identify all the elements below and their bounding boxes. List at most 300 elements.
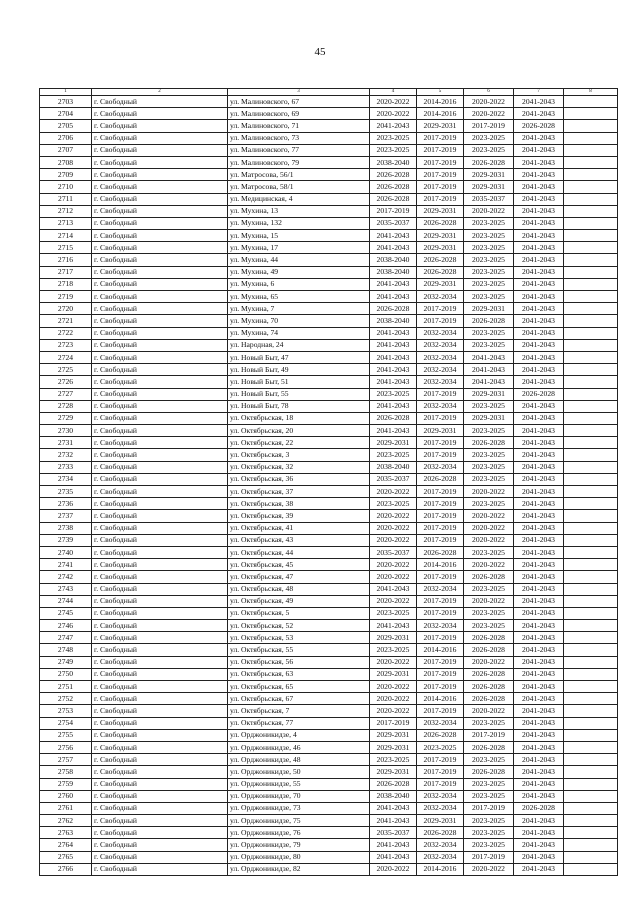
- note-cell: [564, 412, 618, 424]
- table-row: [40, 693, 618, 705]
- address-cell: ул. Октябрьская, 67: [228, 693, 370, 705]
- city-cell: г. Свободный: [92, 693, 228, 705]
- city-cell: г. Свободный: [92, 108, 228, 120]
- period-cell: 2023-2025: [464, 449, 514, 461]
- address-cell: ул. Октябрьская, 48: [228, 583, 370, 595]
- period-cell: 2023-2025: [464, 217, 514, 229]
- city-cell: г. Свободный: [92, 217, 228, 229]
- address-cell: ул. Орджоникидзе, 50: [228, 766, 370, 778]
- period-cell: 2026-2028: [417, 546, 464, 558]
- period-cell: 2029-2031: [464, 412, 514, 424]
- period-cell: 2020-2022: [464, 705, 514, 717]
- table-body: [40, 96, 618, 876]
- period-cell: 2017-2019: [417, 449, 464, 461]
- column-number-header: 1: [40, 89, 92, 96]
- city-cell: г. Свободный: [92, 315, 228, 327]
- note-cell: [564, 766, 618, 778]
- address-cell: ул. Матросова, 56/1: [228, 169, 370, 181]
- city-cell: г. Свободный: [92, 607, 228, 619]
- row-number-cell: 2733: [40, 461, 92, 473]
- period-cell: 2023-2025: [464, 461, 514, 473]
- table-row: [40, 412, 618, 424]
- address-cell: ул. Орджоникидзе, 4: [228, 729, 370, 741]
- period-cell: 2017-2019: [417, 144, 464, 156]
- period-cell: 2023-2025: [464, 754, 514, 766]
- table-row: [40, 790, 618, 802]
- period-cell: 2023-2025: [464, 498, 514, 510]
- period-cell: 2023-2025: [370, 132, 417, 144]
- period-cell: 2026-2028: [464, 644, 514, 656]
- period-cell: 2023-2025: [464, 778, 514, 790]
- period-cell: 2035-2037: [370, 827, 417, 839]
- period-cell: 2041-2043: [370, 815, 417, 827]
- table-row: [40, 376, 618, 388]
- row-number-cell: 2753: [40, 705, 92, 717]
- period-cell: 2014-2016: [417, 96, 464, 108]
- period-cell: 2023-2025: [370, 498, 417, 510]
- period-cell: 2014-2016: [417, 108, 464, 120]
- note-cell: [564, 595, 618, 607]
- city-cell: г. Свободный: [92, 303, 228, 315]
- note-cell: [564, 510, 618, 522]
- period-cell: 2020-2022: [370, 656, 417, 668]
- period-cell: 2026-2028: [417, 266, 464, 278]
- period-cell: 2041-2043: [514, 766, 564, 778]
- city-cell: г. Свободный: [92, 583, 228, 595]
- row-number-cell: 2751: [40, 681, 92, 693]
- city-cell: г. Свободный: [92, 705, 228, 717]
- table-row: [40, 802, 618, 814]
- city-cell: г. Свободный: [92, 778, 228, 790]
- city-cell: г. Свободный: [92, 571, 228, 583]
- period-cell: 2041-2043: [464, 376, 514, 388]
- note-cell: [564, 583, 618, 595]
- period-cell: 2023-2025: [464, 339, 514, 351]
- period-cell: 2041-2043: [514, 815, 564, 827]
- address-cell: ул. Орджоникидзе, 48: [228, 754, 370, 766]
- table-row: [40, 327, 618, 339]
- table-row: [40, 486, 618, 498]
- note-cell: [564, 815, 618, 827]
- note-cell: [564, 656, 618, 668]
- period-cell: 2041-2043: [514, 583, 564, 595]
- table-row: [40, 364, 618, 376]
- period-cell: 2017-2019: [417, 437, 464, 449]
- period-cell: 2020-2022: [464, 96, 514, 108]
- period-cell: 2041-2043: [514, 242, 564, 254]
- address-cell: ул. Октябрьская, 3: [228, 449, 370, 461]
- column-number-header: 2: [92, 89, 228, 96]
- period-cell: 2017-2019: [417, 412, 464, 424]
- period-cell: 2041-2043: [514, 449, 564, 461]
- city-cell: г. Свободный: [92, 815, 228, 827]
- period-cell: 2032-2034: [417, 327, 464, 339]
- period-cell: 2020-2022: [464, 656, 514, 668]
- note-cell: [564, 486, 618, 498]
- city-cell: г. Свободный: [92, 156, 228, 168]
- row-number-cell: 2732: [40, 449, 92, 461]
- row-number-cell: 2725: [40, 364, 92, 376]
- period-cell: 2041-2043: [370, 327, 417, 339]
- table-row: [40, 498, 618, 510]
- address-cell: ул. Октябрьская, 37: [228, 486, 370, 498]
- table-row: [40, 620, 618, 632]
- period-cell: 2026-2028: [514, 388, 564, 400]
- note-cell: [564, 546, 618, 558]
- period-cell: 2020-2022: [370, 571, 417, 583]
- address-cell: ул. Октябрьская, 7: [228, 705, 370, 717]
- city-cell: г. Свободный: [92, 839, 228, 851]
- period-cell: 2023-2025: [464, 254, 514, 266]
- period-cell: 2041-2043: [370, 278, 417, 290]
- note-cell: [564, 863, 618, 875]
- period-cell: 2017-2019: [417, 632, 464, 644]
- period-cell: 2041-2043: [514, 230, 564, 242]
- period-cell: 2041-2043: [370, 230, 417, 242]
- period-cell: 2023-2025: [464, 266, 514, 278]
- period-cell: 2041-2043: [514, 681, 564, 693]
- table-row: [40, 741, 618, 753]
- row-number-cell: 2742: [40, 571, 92, 583]
- address-cell: ул. Октябрьская, 65: [228, 681, 370, 693]
- note-cell: [564, 449, 618, 461]
- column-number-header: 4: [370, 89, 417, 96]
- period-cell: 2017-2019: [417, 486, 464, 498]
- column-number-row: [40, 89, 618, 96]
- period-cell: 2023-2025: [464, 473, 514, 485]
- row-number-cell: 2722: [40, 327, 92, 339]
- period-cell: 2026-2028: [370, 181, 417, 193]
- address-cell: ул. Октябрьская, 22: [228, 437, 370, 449]
- period-cell: 2017-2019: [417, 681, 464, 693]
- city-cell: г. Свободный: [92, 205, 228, 217]
- address-cell: ул. Орджоникидзе, 75: [228, 815, 370, 827]
- row-number-cell: 2712: [40, 205, 92, 217]
- note-cell: [564, 571, 618, 583]
- table-row: [40, 607, 618, 619]
- period-cell: 2017-2019: [417, 668, 464, 680]
- row-number-cell: 2706: [40, 132, 92, 144]
- row-number-cell: 2714: [40, 230, 92, 242]
- table-row: [40, 437, 618, 449]
- city-cell: г. Свободный: [92, 230, 228, 242]
- city-cell: г. Свободный: [92, 425, 228, 437]
- row-number-cell: 2763: [40, 827, 92, 839]
- period-cell: 2017-2019: [417, 303, 464, 315]
- period-cell: 2035-2037: [370, 217, 417, 229]
- city-cell: г. Свободный: [92, 339, 228, 351]
- note-cell: [564, 205, 618, 217]
- note-cell: [564, 425, 618, 437]
- note-cell: [564, 498, 618, 510]
- period-cell: 2023-2025: [464, 839, 514, 851]
- table-row: [40, 315, 618, 327]
- period-cell: 2026-2028: [370, 303, 417, 315]
- row-number-cell: 2718: [40, 278, 92, 290]
- period-cell: 2041-2043: [514, 778, 564, 790]
- city-cell: г. Свободный: [92, 632, 228, 644]
- period-cell: 2023-2025: [464, 242, 514, 254]
- period-cell: 2026-2028: [464, 437, 514, 449]
- row-number-cell: 2756: [40, 741, 92, 753]
- row-number-cell: 2729: [40, 412, 92, 424]
- period-cell: 2038-2040: [370, 254, 417, 266]
- address-cell: ул. Октябрьская, 52: [228, 620, 370, 632]
- city-cell: г. Свободный: [92, 400, 228, 412]
- period-cell: 2041-2043: [514, 303, 564, 315]
- period-cell: 2017-2019: [417, 766, 464, 778]
- note-cell: [564, 522, 618, 534]
- row-number-cell: 2741: [40, 559, 92, 571]
- row-number-cell: 2713: [40, 217, 92, 229]
- period-cell: 2014-2016: [417, 559, 464, 571]
- table-row: [40, 656, 618, 668]
- address-cell: ул. Новый Быт, 47: [228, 351, 370, 363]
- row-number-cell: 2711: [40, 193, 92, 205]
- row-number-cell: 2708: [40, 156, 92, 168]
- address-cell: ул. Октябрьская, 43: [228, 534, 370, 546]
- address-cell: ул. Орджоникидзе, 79: [228, 839, 370, 851]
- period-cell: 2041-2043: [514, 169, 564, 181]
- address-cell: ул. Орджоникидзе, 76: [228, 827, 370, 839]
- table-row: [40, 583, 618, 595]
- period-cell: 2029-2031: [370, 729, 417, 741]
- period-cell: 2020-2022: [370, 534, 417, 546]
- period-cell: 2023-2025: [370, 644, 417, 656]
- address-cell: ул. Мухина, 49: [228, 266, 370, 278]
- note-cell: [564, 315, 618, 327]
- period-cell: 2020-2022: [370, 559, 417, 571]
- address-cell: ул. Октябрьская, 49: [228, 595, 370, 607]
- note-cell: [564, 364, 618, 376]
- city-cell: г. Свободный: [92, 620, 228, 632]
- period-cell: 2041-2043: [370, 425, 417, 437]
- address-cell: ул. Мухина, 44: [228, 254, 370, 266]
- note-cell: [564, 303, 618, 315]
- period-cell: 2026-2028: [417, 254, 464, 266]
- period-cell: 2035-2037: [464, 193, 514, 205]
- note-cell: [564, 254, 618, 266]
- period-cell: 2032-2034: [417, 291, 464, 303]
- period-cell: 2026-2028: [417, 827, 464, 839]
- period-cell: 2029-2031: [464, 303, 514, 315]
- period-cell: 2017-2019: [417, 498, 464, 510]
- period-cell: 2032-2034: [417, 461, 464, 473]
- note-cell: [564, 607, 618, 619]
- row-number-cell: 2757: [40, 754, 92, 766]
- row-number-cell: 2710: [40, 181, 92, 193]
- row-number-cell: 2748: [40, 644, 92, 656]
- period-cell: 2017-2019: [417, 607, 464, 619]
- note-cell: [564, 851, 618, 863]
- table-row: [40, 291, 618, 303]
- note-cell: [564, 461, 618, 473]
- table-row: [40, 193, 618, 205]
- city-cell: г. Свободный: [92, 351, 228, 363]
- city-cell: г. Свободный: [92, 754, 228, 766]
- row-number-cell: 2734: [40, 473, 92, 485]
- row-number-cell: 2730: [40, 425, 92, 437]
- row-number-cell: 2747: [40, 632, 92, 644]
- table-row: [40, 339, 618, 351]
- address-cell: ул. Мухина, 17: [228, 242, 370, 254]
- city-cell: г. Свободный: [92, 546, 228, 558]
- row-number-cell: 2752: [40, 693, 92, 705]
- address-cell: ул. Мухина, 74: [228, 327, 370, 339]
- period-cell: 2041-2043: [514, 364, 564, 376]
- table-row: [40, 705, 618, 717]
- period-cell: 2029-2031: [370, 766, 417, 778]
- city-cell: г. Свободный: [92, 278, 228, 290]
- city-cell: г. Свободный: [92, 242, 228, 254]
- period-cell: 2023-2025: [464, 291, 514, 303]
- period-cell: 2023-2025: [464, 425, 514, 437]
- period-cell: 2041-2043: [370, 364, 417, 376]
- note-cell: [564, 96, 618, 108]
- city-cell: г. Свободный: [92, 486, 228, 498]
- period-cell: 2026-2028: [370, 169, 417, 181]
- period-cell: 2017-2019: [417, 132, 464, 144]
- period-cell: 2038-2040: [370, 156, 417, 168]
- row-number-cell: 2724: [40, 351, 92, 363]
- city-cell: г. Свободный: [92, 656, 228, 668]
- period-cell: 2041-2043: [514, 607, 564, 619]
- period-cell: 2041-2043: [514, 156, 564, 168]
- period-cell: 2017-2019: [417, 522, 464, 534]
- period-cell: 2041-2043: [514, 863, 564, 875]
- period-cell: 2023-2025: [370, 449, 417, 461]
- period-cell: 2041-2043: [514, 851, 564, 863]
- period-cell: 2023-2025: [464, 400, 514, 412]
- period-cell: 2041-2043: [514, 790, 564, 802]
- city-cell: г. Свободный: [92, 291, 228, 303]
- period-cell: 2041-2043: [514, 412, 564, 424]
- note-cell: [564, 339, 618, 351]
- note-cell: [564, 705, 618, 717]
- period-cell: 2041-2043: [514, 693, 564, 705]
- row-number-cell: 2723: [40, 339, 92, 351]
- period-cell: 2041-2043: [514, 376, 564, 388]
- note-cell: [564, 668, 618, 680]
- period-cell: 2041-2043: [370, 400, 417, 412]
- note-cell: [564, 729, 618, 741]
- city-cell: г. Свободный: [92, 717, 228, 729]
- period-cell: 2020-2022: [464, 863, 514, 875]
- period-cell: 2020-2022: [370, 510, 417, 522]
- table-row: [40, 754, 618, 766]
- address-cell: ул. Октябрьская, 56: [228, 656, 370, 668]
- note-cell: [564, 156, 618, 168]
- address-cell: ул. Мухина, 132: [228, 217, 370, 229]
- table-row: [40, 766, 618, 778]
- period-cell: 2023-2025: [370, 607, 417, 619]
- period-cell: 2041-2043: [514, 132, 564, 144]
- row-number-cell: 2744: [40, 595, 92, 607]
- address-cell: ул. Орджоникидзе, 80: [228, 851, 370, 863]
- period-cell: 2041-2043: [514, 254, 564, 266]
- address-cell: ул. Октябрьская, 32: [228, 461, 370, 473]
- table-row: [40, 205, 618, 217]
- period-cell: 2041-2043: [514, 181, 564, 193]
- period-cell: 2017-2019: [464, 851, 514, 863]
- city-cell: г. Свободный: [92, 437, 228, 449]
- table-row: [40, 400, 618, 412]
- address-cell: ул. Октябрьская, 18: [228, 412, 370, 424]
- period-cell: 2032-2034: [417, 351, 464, 363]
- row-number-cell: 2739: [40, 534, 92, 546]
- period-cell: 2026-2028: [464, 693, 514, 705]
- table-row: [40, 473, 618, 485]
- period-cell: 2041-2043: [514, 266, 564, 278]
- period-cell: 2041-2043: [464, 351, 514, 363]
- row-number-cell: 2749: [40, 656, 92, 668]
- address-cell: ул. Матросова, 58/1: [228, 181, 370, 193]
- address-cell: ул. Октябрьская, 53: [228, 632, 370, 644]
- period-cell: 2017-2019: [464, 120, 514, 132]
- period-cell: 2023-2025: [464, 607, 514, 619]
- period-cell: 2041-2043: [514, 717, 564, 729]
- period-cell: 2041-2043: [514, 510, 564, 522]
- table-row: [40, 351, 618, 363]
- period-cell: 2017-2019: [417, 181, 464, 193]
- period-cell: 2041-2043: [514, 559, 564, 571]
- note-cell: [564, 790, 618, 802]
- column-number-header: 6: [464, 89, 514, 96]
- period-cell: 2017-2019: [417, 156, 464, 168]
- period-cell: 2029-2031: [417, 278, 464, 290]
- row-number-cell: 2762: [40, 815, 92, 827]
- address-cell: ул. Орджоникидзе, 82: [228, 863, 370, 875]
- period-cell: 2041-2043: [514, 339, 564, 351]
- row-number-cell: 2727: [40, 388, 92, 400]
- period-cell: 2041-2043: [514, 668, 564, 680]
- note-cell: [564, 217, 618, 229]
- period-cell: 2041-2043: [514, 315, 564, 327]
- note-cell: [564, 193, 618, 205]
- city-cell: г. Свободный: [92, 802, 228, 814]
- note-cell: [564, 534, 618, 546]
- period-cell: 2020-2022: [464, 205, 514, 217]
- city-cell: г. Свободный: [92, 510, 228, 522]
- period-cell: 2026-2028: [464, 156, 514, 168]
- table-row: [40, 668, 618, 680]
- row-number-cell: 2764: [40, 839, 92, 851]
- period-cell: 2029-2031: [464, 181, 514, 193]
- row-number-cell: 2759: [40, 778, 92, 790]
- column-number-header: 3: [228, 89, 370, 96]
- note-cell: [564, 120, 618, 132]
- table-row: [40, 254, 618, 266]
- row-number-cell: 2766: [40, 863, 92, 875]
- city-cell: г. Свободный: [92, 193, 228, 205]
- period-cell: 2017-2019: [417, 754, 464, 766]
- table-row: [40, 632, 618, 644]
- address-cell: ул. Мухина, 70: [228, 315, 370, 327]
- note-cell: [564, 230, 618, 242]
- city-cell: г. Свободный: [92, 851, 228, 863]
- row-number-cell: 2728: [40, 400, 92, 412]
- note-cell: [564, 400, 618, 412]
- city-cell: г. Свободный: [92, 181, 228, 193]
- table-row: [40, 156, 618, 168]
- address-cell: ул. Малиновского, 67: [228, 96, 370, 108]
- period-cell: 2029-2031: [370, 437, 417, 449]
- note-cell: [564, 266, 618, 278]
- table-row: [40, 120, 618, 132]
- address-cell: ул. Мухина, 7: [228, 303, 370, 315]
- period-cell: 2041-2043: [514, 217, 564, 229]
- period-cell: 2032-2034: [417, 620, 464, 632]
